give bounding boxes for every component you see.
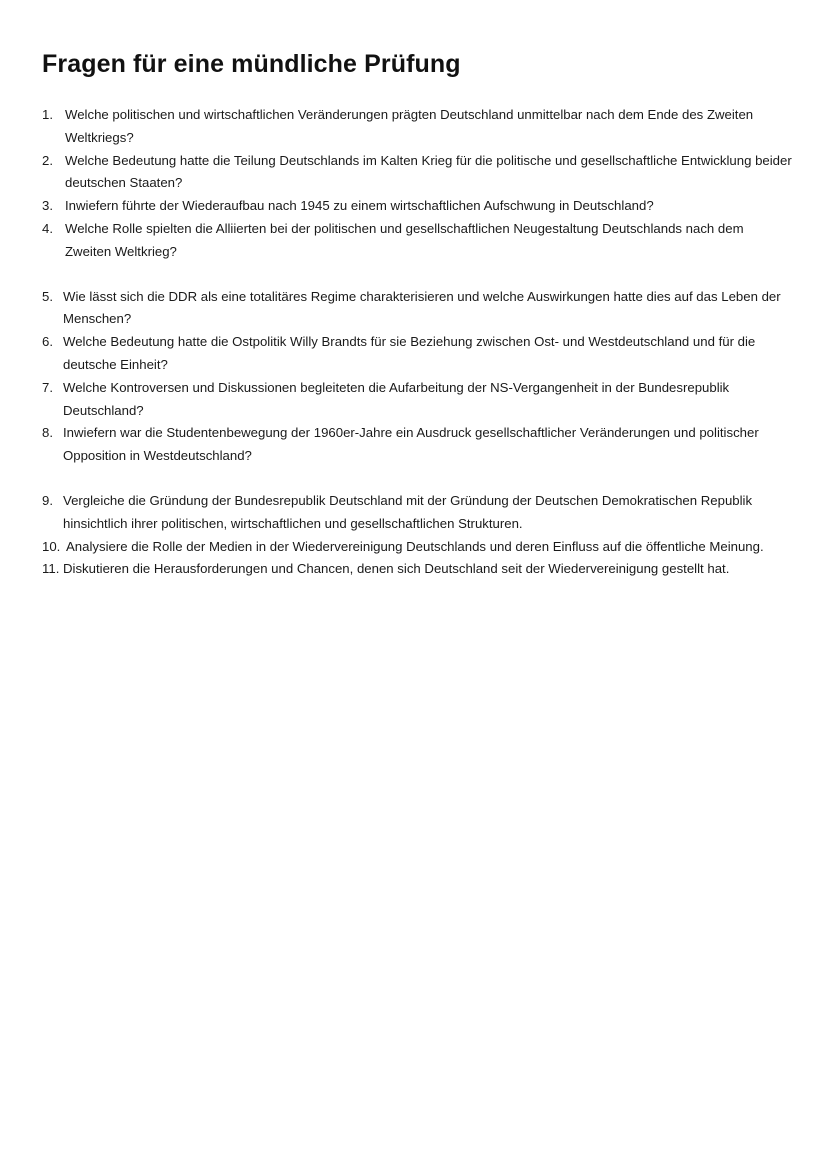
question-text: Welche Bedeutung hatte die Teilung Deutschlands im Kalten Krieg für die politische und gesellschaftliche Entwicklung beider deutschen Staaten?: [65, 152, 792, 191]
question-item-9: [42, 490, 792, 536]
question-item-8: [42, 422, 792, 468]
question-text: Welche Bedeutung hatte die Ostpolitik Willy Brandts für sie Beziehung zwischen Ost- und Westdeutschland und für die deutsche Einheit?: [63, 334, 756, 372]
question-number: 5.: [42, 288, 53, 304]
question-text: Diskutieren die Herausforderungen und Chancen, denen sich Deutschland seit der Wiedervereinigung gestellt hat.: [63, 561, 730, 577]
question-item-10: [42, 536, 792, 559]
question-list: [42, 104, 792, 581]
group-spacer: [42, 264, 792, 286]
question-number: 10.: [42, 538, 61, 554]
question-number: 3.: [42, 198, 53, 214]
page-title: Fragen für eine mündliche Prüfung: [42, 50, 461, 78]
question-number: 11.: [42, 561, 60, 577]
question-item-3: [42, 195, 792, 218]
question-text: Welche Kontroversen und Diskussionen begleiteten die Aufarbeitung der NS-Vergangenheit in der Bundesrepublik Deutschland?: [63, 379, 730, 418]
question-text: Analysiere die Rolle der Medien in der Wiedervereinigung Deutschlands und deren Einfluss auf die öffentliche Meinung.: [66, 538, 764, 554]
question-item-1: [42, 104, 792, 150]
question-text: Inwiefern war die Studentenbewegung der 1960er-Jahre ein Ausdruck gesellschaftlicher Veränderungen und politischer Opposition in Westdeutschland?: [63, 425, 759, 464]
question-text: Welche Rolle spielten die Alliierten bei der politischen und gesellschaftlichen Neugestaltung Deutschlands nach dem Zweiten Weltkrieg?: [65, 220, 744, 259]
question-number: 6.: [42, 334, 53, 350]
question-number: 8.: [42, 425, 53, 441]
question-text: Welche politischen und wirtschaftlichen Veränderungen prägten Deutschland unmittelbar nach dem Ende des Zweiten Weltkriegs?: [65, 107, 754, 145]
question-number: 2.: [42, 152, 53, 168]
question-number: 7.: [42, 379, 53, 395]
group-spacer: [42, 468, 792, 490]
question-number: 1.: [42, 107, 53, 122]
question-text: Wie lässt sich die DDR als eine totalitäres Regime charakterisieren und welche Auswirkungen hatte dies auf das Leben der Menschen?: [63, 288, 781, 327]
question-item-6: [42, 331, 792, 377]
question-item-7: [42, 377, 792, 423]
question-number: 4.: [42, 220, 53, 236]
question-item-2: [42, 150, 792, 196]
question-item-11: [42, 558, 792, 581]
question-item-4: [42, 218, 792, 264]
question-text: Vergleiche die Gründung der Bundesrepublik Deutschland mit der Gründung der Deutschen Demokratischen Republik hinsichtlich ihrer politischen, wirtschaftlichen und gesellschaftlichen Strukturen.: [63, 492, 753, 531]
question-item-5: [42, 286, 792, 332]
question-number: 9.: [42, 492, 53, 508]
question-text: Inwiefern führte der Wiederaufbau nach 1945 zu einem wirtschaftlichen Aufschwung in Deutschland?: [65, 198, 654, 214]
